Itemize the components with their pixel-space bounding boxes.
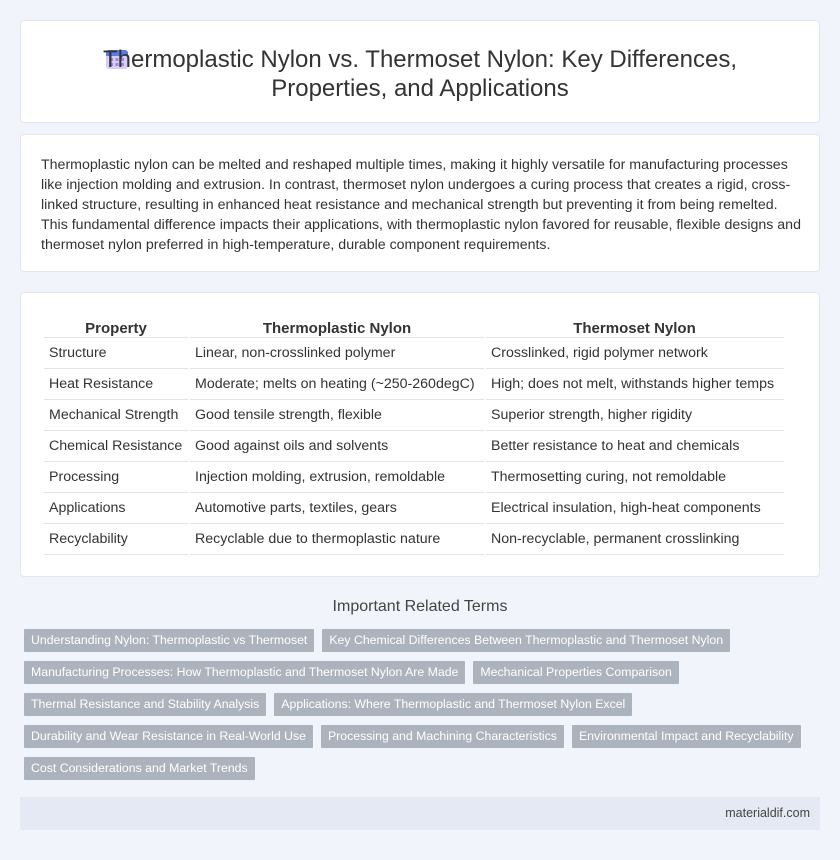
page-title: Thermoplastic Nylon vs. Thermoset Nylon: Key Differences, Properties, and Applications — [102, 46, 738, 102]
column-header-thermoplastic: Thermoplastic Nylon — [189, 317, 485, 337]
table-cell-thermoplastic: Good against oils and solvents — [189, 430, 485, 461]
related-terms-heading: Important Related Terms — [332, 598, 508, 615]
table-cell-thermoplastic: Good tensile strength, flexible — [189, 399, 485, 430]
related-term-tag[interactable]: Thermal Resistance and Stability Analysis — [24, 693, 266, 716]
column-header-thermoset: Thermoset Nylon — [485, 317, 784, 337]
related-term-tag[interactable]: Environmental Impact and Recyclability — [572, 725, 801, 748]
column-header-property: Property — [43, 317, 189, 337]
table-cell-property: Mechanical Strength — [43, 399, 189, 430]
table-cell-property: Processing — [43, 461, 189, 492]
comparison-table — [42, 317, 784, 555]
table-cell-thermoset: Thermosetting curing, not remoldable — [485, 461, 784, 492]
table-header-row — [43, 317, 784, 337]
table-row — [43, 523, 784, 554]
table-cell-thermoset: Crosslinked, rigid polymer network — [485, 337, 784, 368]
intro-paragraph: Thermoplastic nylon can be melted and reshaped multiple times, making it highly versatile for manufacturing processes like injection molding and extrusion. In contrast, thermoset nylon undergoes a curing process that creates a rigid, cross-linked structure, resulting in enhanced heat resistance and mechanical strength but preventing it from being remelted. This fundamental difference impacts their applications, with thermoplastic nylon favored for reusable, flexible designs and thermoset nylon preferred in high-temperature, durable component requirements. — [41, 157, 801, 253]
comparison-table-card — [20, 292, 820, 577]
related-term-tag[interactable]: Manufacturing Processes: How Thermoplastic and Thermoset Nylon Are Made — [24, 661, 465, 684]
related-term-tag[interactable]: Cost Considerations and Market Trends — [24, 757, 255, 780]
table-cell-thermoplastic: Automotive parts, textiles, gears — [189, 492, 485, 523]
table-row — [43, 337, 784, 368]
table-cell-property: Recyclability — [43, 523, 189, 554]
related-terms-list — [24, 629, 804, 780]
related-term-tag[interactable]: Understanding Nylon: Thermoplastic vs Thermoset — [24, 629, 314, 652]
table-cell-thermoset: Better resistance to heat and chemicals — [485, 430, 784, 461]
table-cell-thermoplastic: Recyclable due to thermoplastic nature — [189, 523, 485, 554]
intro-card — [20, 134, 820, 272]
related-term-tag[interactable]: Applications: Where Thermoplastic and Thermoset Nylon Excel — [274, 693, 632, 716]
table-cell-property: Applications — [43, 492, 189, 523]
table-cell-property: Heat Resistance — [43, 368, 189, 399]
table-cell-thermoplastic: Injection molding, extrusion, remoldable — [189, 461, 485, 492]
footer-site-link[interactable]: materialdif.com — [725, 806, 810, 820]
table-row — [43, 368, 784, 399]
table-row — [43, 492, 784, 523]
table-cell-thermoset: Electrical insulation, high-heat components — [485, 492, 784, 523]
table-cell-property: Chemical Resistance — [43, 430, 189, 461]
table-cell-thermoplastic: Linear, non-crosslinked polymer — [189, 337, 485, 368]
table-cell-thermoset: Non-recyclable, permanent crosslinking — [485, 523, 784, 554]
related-term-tag[interactable]: Key Chemical Differences Between Thermoplastic and Thermoset Nylon — [322, 629, 730, 652]
table-row — [43, 399, 784, 430]
header-card — [20, 20, 820, 123]
table-cell-thermoset: Superior strength, higher rigidity — [485, 399, 784, 430]
related-term-tag[interactable]: Processing and Machining Characteristics — [321, 725, 564, 748]
table-cell-thermoplastic: Moderate; melts on heating (~250-260degC) — [189, 368, 485, 399]
related-term-tag[interactable]: Mechanical Properties Comparison — [473, 661, 678, 684]
table-cell-thermoset: High; does not melt, withstands higher temps — [485, 368, 784, 399]
footer-bar — [20, 797, 820, 830]
table-row — [43, 461, 784, 492]
related-term-tag[interactable]: Durability and Wear Resistance in Real-World Use — [24, 725, 313, 748]
table-row — [43, 430, 784, 461]
table-cell-property: Structure — [43, 337, 189, 368]
